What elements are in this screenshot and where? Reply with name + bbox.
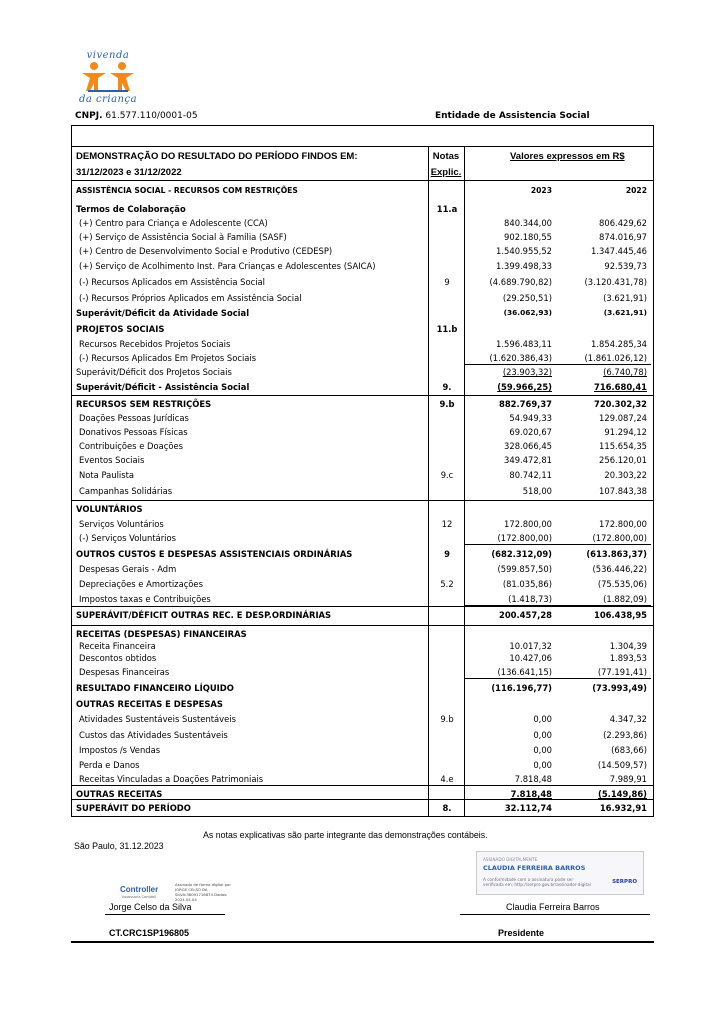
row-label: Campanhas Solidárias — [79, 486, 173, 496]
table-row — [72, 728, 653, 742]
section-header-row — [72, 184, 653, 198]
logo-text: vivenda — [86, 50, 130, 61]
value-2022: (3.621,91) — [603, 293, 647, 303]
value-2023: (172.800,00) — [497, 533, 552, 543]
value-2022: 172.800,00 — [599, 519, 647, 529]
president-name: Claudia Ferreira Barros — [506, 902, 600, 912]
year-2023: 2023 — [530, 186, 552, 195]
value-2023: (682.312,09) — [491, 549, 552, 559]
row-label: Impostos /s Vendas — [79, 745, 161, 755]
values-header: Valores expressos em R$ — [510, 151, 625, 162]
value-2023: 1.540.955,52 — [496, 246, 552, 256]
table-row — [72, 651, 653, 665]
value-2023: 172.800,00 — [504, 519, 552, 529]
cnpj — [75, 111, 198, 121]
value-2022: 1.854.285,34 — [591, 339, 647, 349]
stamp-brand: SERPRO — [612, 879, 637, 885]
table-row — [72, 291, 653, 305]
row-divider — [72, 785, 653, 786]
table-row — [72, 772, 653, 786]
value-2023: (116.196,77) — [491, 683, 552, 693]
value-2022: 1.893,53 — [609, 653, 647, 663]
value-2022: 720.302,32 — [594, 399, 647, 409]
value-2022: 716.680,41 — [594, 382, 647, 392]
row-label: Donativos Pessoas Físicas — [79, 427, 188, 437]
row-label: Recursos Recebidos Projetos Sociais — [79, 339, 231, 349]
row-label: Depreciações e Amortizações — [79, 579, 203, 589]
value-2023: 10.017,32 — [509, 641, 552, 651]
period: 31/12/2023 e 31/12/2022 — [76, 167, 182, 178]
value-2022: (75.535,06) — [597, 579, 647, 589]
row-label: Descontos obtidos — [79, 653, 157, 663]
value-2022: 115.654,35 — [599, 441, 647, 451]
statement-title: DEMONSTRAÇÃO DO RESULTADO DO PERÍODO FINDOS EM: — [76, 151, 358, 162]
value-2023: 328.066,45 — [504, 441, 552, 451]
table-row — [72, 259, 653, 273]
row-label: (+) Centro de Desenvolvimento Social e Produtivo (CEDESP) — [79, 246, 333, 256]
year-2022: 2022 — [625, 186, 647, 195]
value-2023: (81.035,86) — [502, 579, 552, 589]
value-2023: 0,00 — [533, 714, 552, 724]
value-2022: 806.429,62 — [599, 218, 647, 228]
table-row — [72, 592, 653, 606]
president-signature-line — [460, 914, 650, 915]
digital-signature-stamp — [476, 851, 644, 895]
row-label: Doações Pessoas Jurídicas — [79, 413, 189, 423]
value-2022: 107.843,38 — [599, 486, 647, 496]
row-label: PROJETOS SOCIAIS — [76, 324, 165, 334]
table-row — [72, 337, 653, 351]
value-2023: 200.457,28 — [499, 610, 552, 620]
accountant-signature-line — [105, 914, 225, 915]
table-row — [72, 216, 653, 230]
table-row — [72, 397, 653, 411]
row-label: Despesas Financeiras — [79, 667, 170, 677]
row-label: (+) Serviço de Assistência Social à Família (SASF) — [79, 232, 287, 242]
table-row — [72, 230, 653, 244]
value-2022: 20.303,22 — [604, 470, 647, 480]
value-2023: 54.949,33 — [509, 413, 552, 423]
value-2022: 1.347.445,46 — [591, 246, 647, 256]
table-row — [72, 608, 653, 622]
value-2023: 902.180,55 — [504, 232, 552, 242]
accountant-crc: CT.CRC1SP196805 — [109, 928, 190, 938]
value-2022: (77.191,41) — [597, 667, 647, 677]
value-2022: (613.863,37) — [586, 549, 647, 559]
value-2022: (6.740,78) — [603, 367, 647, 377]
table-row — [72, 681, 653, 695]
row-label: SUPERÁVIT/DÉFICIT OUTRAS REC. E DESP.ORDINÁRIAS — [76, 610, 332, 620]
value-2022: 4.347,32 — [609, 714, 647, 724]
value-2023: 7.818,48 — [510, 789, 552, 799]
row-label: (-) Serviços Voluntários — [79, 533, 176, 543]
value-2022: 92.539,73 — [604, 261, 647, 271]
value-2022: 129.087,24 — [599, 413, 647, 423]
accountant-name: Jorge Celso da Silva — [109, 902, 192, 912]
row-label: Nota Paulista — [79, 470, 135, 480]
table-row — [72, 275, 653, 289]
section-title: ASSISTÊNCIA SOCIAL - RECURSOS COM RESTRIÇÕES — [76, 186, 298, 195]
row-label: Serviços Voluntários — [79, 519, 164, 529]
value-2022: 106.438,95 — [594, 610, 647, 620]
table-row — [72, 502, 653, 516]
row-divider — [72, 395, 653, 396]
row-label: Eventos Sociais — [79, 455, 145, 465]
table-row — [72, 306, 653, 320]
value-2022: 874.016,97 — [599, 232, 647, 242]
subtotal-line — [559, 678, 651, 679]
value-2023: (29.250,51) — [502, 293, 552, 303]
value-2023: 349.472,81 — [504, 455, 552, 465]
table-row — [72, 439, 653, 453]
row-note: 5.2 — [440, 579, 454, 589]
row-label: Receitas Vinculadas a Doações Patrimoniais — [79, 774, 264, 784]
table-row — [72, 665, 653, 679]
row-note: 11.a — [436, 204, 458, 214]
logo — [72, 50, 144, 106]
row-label: Termos de Colaboração — [76, 204, 186, 214]
row-label: SUPERÁVIT DO PERÍODO — [76, 803, 191, 813]
value-2022: (1.861.026,12) — [584, 353, 647, 363]
value-2023: (59.966,25) — [497, 382, 552, 392]
value-2022: 256.120,01 — [599, 455, 647, 465]
table-row — [72, 322, 653, 336]
entity-type: Entidade de Assistencia Social — [435, 111, 590, 121]
value-2023: (4.689.790,82) — [489, 277, 552, 287]
row-label: (+) Serviço de Acolhimento Inst. Para Crianças e Adolescentes (SAICA) — [79, 261, 376, 271]
row-label: Impostos taxas e Contribuições — [79, 594, 211, 604]
row-label: (+) Centro para Criança e Adolescente (CCA) — [79, 218, 268, 228]
value-2023: 0,00 — [533, 745, 552, 755]
cnpj-label: CNPJ. — [75, 111, 103, 121]
controller-sub: Assessoria Contábil — [122, 895, 157, 899]
value-2022: (5.149,86) — [598, 789, 647, 799]
row-label: OUTROS CUSTOS E DESPESAS ASSISTENCIAIS ORDINÁRIAS — [76, 549, 353, 559]
cnpj-value: 61.577.110/0001-05 — [105, 111, 198, 121]
row-label: RECEITAS (DESPESAS) FINANCEIRAS — [76, 629, 247, 639]
table-row — [72, 801, 653, 815]
table-row — [72, 484, 653, 498]
row-label: Atividades Sustentáveis Sustentáveis — [79, 714, 236, 724]
table-row — [72, 365, 653, 379]
children-figures-icon — [78, 61, 138, 93]
stamp-top: ASSINADO DIGITALMENTE — [483, 857, 538, 862]
value-2022: 91.294,12 — [604, 427, 647, 437]
value-2023: 10.427,06 — [509, 653, 552, 663]
value-2023: 0,00 — [533, 760, 552, 770]
table-row — [72, 244, 653, 258]
table-row — [72, 577, 653, 591]
row-divider — [72, 625, 653, 626]
table-row — [72, 411, 653, 425]
income-statement-table — [71, 125, 654, 817]
row-note: 8. — [442, 803, 452, 813]
value-2023: (23.903,32) — [502, 367, 552, 377]
row-label: Contribuições e Doações — [79, 441, 183, 451]
value-2023: 7.818,48 — [514, 774, 552, 784]
table-row — [72, 468, 653, 482]
value-2023: 1.596.483,11 — [496, 339, 552, 349]
digital-signature-text: Assinado de forma digital por JORGE CELSO DA SILVA:38091716874 Dados: 2024.04.04 — [175, 882, 231, 902]
value-2023: (1.418,73) — [508, 594, 552, 604]
value-2022: (1.882,09) — [603, 594, 647, 604]
value-2022: (2.293,86) — [603, 730, 647, 740]
table-row — [72, 697, 653, 711]
row-divider — [72, 606, 653, 607]
value-2022: (172.800,00) — [592, 533, 647, 543]
table-row — [72, 743, 653, 757]
row-label: (-) Recursos Próprios Aplicados em Assistência Social — [79, 293, 302, 303]
value-2023: (599.857,50) — [497, 564, 552, 574]
table-row — [72, 712, 653, 726]
table-row — [72, 380, 653, 394]
row-label: Superávit/Déficit - Assistência Social — [76, 382, 250, 392]
row-note: 4.e — [440, 774, 454, 784]
table-row — [72, 453, 653, 467]
row-label: OUTRAS RECEITAS E DESPESAS — [76, 699, 223, 709]
value-2023: 32.112,74 — [504, 803, 552, 813]
row-note: 9 — [444, 277, 450, 287]
value-2023: (36.062,93) — [503, 308, 552, 317]
value-2023: 69.020,67 — [509, 427, 552, 437]
statement-title-row — [72, 150, 653, 164]
stamp-name: CLAUDIA FERREIRA BARROS — [483, 864, 586, 872]
row-label: OUTRAS RECEITAS — [76, 789, 163, 799]
row-label: (-) Recursos Aplicados em Assistência Social — [79, 277, 266, 287]
row-divider — [72, 799, 653, 800]
subtotal-line — [464, 544, 560, 545]
period-row — [72, 166, 653, 180]
subtotal-line — [559, 544, 651, 545]
row-label: Custos das Atividades Sustentáveis — [79, 730, 228, 740]
row-label: Superávit/Déficit dos ProJetos Sociais — [76, 367, 232, 377]
controller-logo: Controller — [120, 885, 159, 894]
footnote: As notas explicativas são parte integrante das demonstrações contábeis. — [203, 830, 488, 840]
table-row — [72, 425, 653, 439]
row-label: Despesas Gerais - Adm — [79, 564, 177, 574]
row-label: Receita Financeira — [79, 641, 156, 651]
value-2023: (136.641,15) — [497, 667, 552, 677]
president-role: Presidente — [498, 928, 545, 938]
explic-header: Explic. — [430, 167, 462, 178]
row-divider — [72, 500, 653, 501]
table-row — [72, 202, 653, 216]
value-2023: (1.620.386,43) — [489, 353, 552, 363]
table-row — [72, 351, 653, 365]
value-2022: (3.120.431,78) — [584, 277, 647, 287]
value-2022: (683,66) — [611, 745, 647, 755]
subtotal-line — [464, 678, 560, 679]
city-date: São Paulo, 31.12.2023 — [74, 841, 164, 851]
value-2023: 1.399.498,33 — [496, 261, 552, 271]
row-label: VOLUNTÁRIOS — [76, 504, 143, 514]
value-2022: (3.621,91) — [603, 308, 647, 317]
value-2023: 0,00 — [533, 730, 552, 740]
value-2023: 80.742,11 — [509, 470, 552, 480]
value-2022: 1.304,39 — [609, 641, 647, 651]
row-label: Superávit/Déficit da Atividade Social — [76, 308, 250, 318]
value-2022: (14.509,57) — [597, 760, 647, 770]
value-2023: 882.769,37 — [499, 399, 552, 409]
row-note: 9.c — [440, 470, 454, 480]
value-2023: 518,00 — [522, 486, 552, 496]
row-note: 9.b — [440, 714, 454, 724]
table-row — [72, 562, 653, 576]
table-row — [72, 758, 653, 772]
table-row — [72, 531, 653, 545]
value-2022: 16.932,91 — [599, 803, 647, 813]
value-2022: (536.446,22) — [592, 564, 647, 574]
row-label: RECURSOS SEM RESTRIÇÕES — [76, 399, 212, 409]
bottom-rule — [71, 941, 654, 943]
row-note: 9 — [444, 549, 450, 559]
row-label: RESULTADO FINANCEIRO LÍQUIDO — [76, 683, 234, 693]
row-label: Perda e Danos — [79, 760, 140, 770]
row-note: 9. — [442, 382, 452, 392]
table-row — [72, 547, 653, 561]
stamp-text: A conformidade com a assinatura pode ser verificada em: http://serpro.gov.br/assinador-digital — [483, 877, 591, 887]
value-2022: 7.989,91 — [609, 774, 647, 784]
logo-subtext: da criança — [78, 94, 138, 105]
row-label: (-) Recursos Aplicados Em Projetos Sociais — [79, 353, 257, 363]
notes-header: Notas — [432, 151, 460, 162]
row-note: 12 — [441, 519, 453, 529]
row-note: 11.b — [436, 324, 458, 334]
table-row — [72, 517, 653, 531]
row-note: 9.b — [439, 399, 455, 409]
value-2022: (73.993,49) — [592, 683, 647, 693]
value-2023: 840.344,00 — [504, 218, 552, 228]
